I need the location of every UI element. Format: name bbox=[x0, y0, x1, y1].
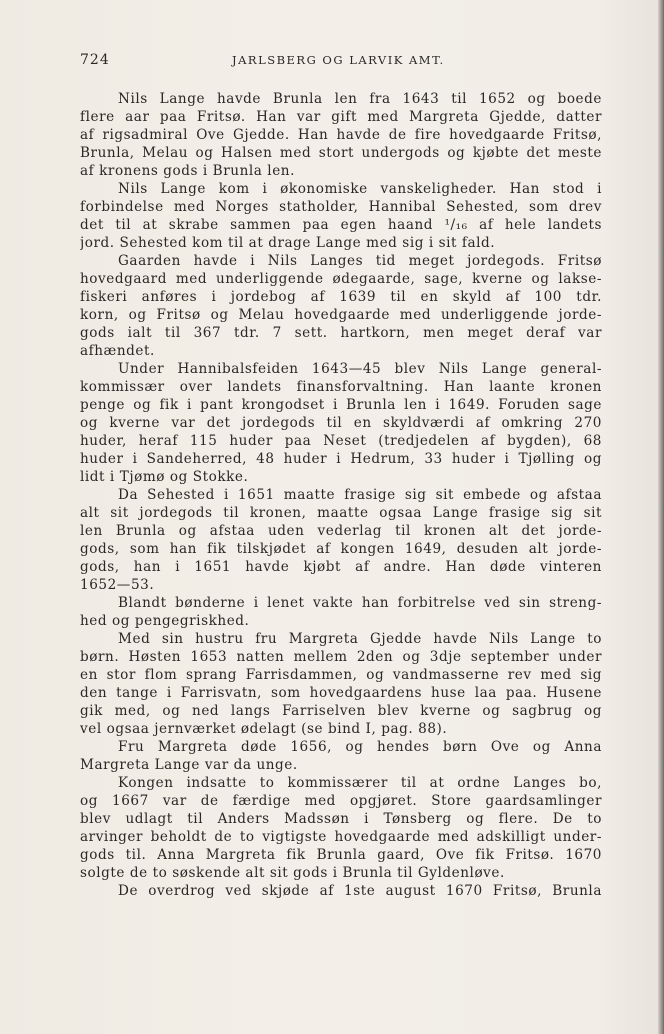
text-line: Under Hannibalsfeiden 1643—45 blev Nils Lange general- bbox=[118, 361, 602, 377]
text-line: fiskeri anføres i jordebog af 1639 til en skyld af 100 tdr. bbox=[80, 289, 602, 305]
text-line: gods til. Anna Margreta fik Brunla gaard, Ove fik Fritsø. 1670 bbox=[80, 847, 602, 863]
text-line: huder i Sandeherred, 48 huder i Hedrum, 33 huder i Tjølling og bbox=[80, 451, 602, 467]
text-line: Brunla, Melau og Halsen med stort undergods og kjøbte det meste bbox=[80, 145, 602, 161]
text-line: De overdrog ved skjøde af 1ste august 1670 Fritsø, Brunla bbox=[118, 883, 602, 899]
text-line: Kongen indsatte to kommissærer til at ordne Langes bo, bbox=[118, 775, 602, 791]
text-line: flere aar paa Fritsø. Han var gift med Margreta Gjedde, datter bbox=[80, 109, 602, 125]
text-line: afhændet. bbox=[80, 343, 155, 359]
text-line: huder, heraf 115 huder paa Neset (tredjedelen af bygden), 68 bbox=[80, 433, 602, 449]
text-line: hovedgaard med underliggende ødegaarde, sage, kverne og lakse- bbox=[80, 271, 602, 287]
text-line: af kronens gods i Brunla len. bbox=[80, 163, 295, 179]
text-line: den tange i Farrisvatn, som hovedgaardens huse laa paa. Husene bbox=[80, 685, 602, 701]
text-line: Margreta Lange var da unge. bbox=[80, 757, 298, 773]
text-line: arvinger beholdt de to vigtigste hovedgaarde med adskilligt under- bbox=[80, 829, 602, 845]
text-line: Nils Lange kom i økonomiske vanskeligheder. Han stod i bbox=[118, 181, 602, 197]
text-line: jord. Sehested kom til at drage Lange med sig i sit fald. bbox=[80, 235, 496, 251]
text-line: gods, som han fik tilskjødet af kongen 1649, desuden alt jorde- bbox=[80, 541, 602, 557]
page-header bbox=[80, 52, 602, 72]
text-line: alt sit jordegods til kronen, maatte ogsaa Lange frasige sig sit bbox=[80, 505, 602, 521]
text-line: Med sin hustru fru Margreta Gjedde havde Nils Lange to bbox=[118, 631, 602, 647]
text-line: solgte de to søskende alt sit gods i Brunla til Gyldenløve. bbox=[80, 865, 505, 881]
page-number: 724 bbox=[80, 52, 110, 68]
text-line: Blandt bønderne i lenet vakte han forbitrelse ved sin streng- bbox=[118, 595, 602, 611]
text-line: gods, han i 1651 havde kjøbt af andre. Han døde vinteren bbox=[80, 559, 602, 575]
text-line: gods ialt til 367 tdr. 7 sett. hartkorn, men meget deraf var bbox=[80, 325, 602, 341]
text-line: af rigsadmiral Ove Gjedde. Han havde de fire hovedgaarde Fritsø, bbox=[80, 127, 602, 143]
text-line: kommissær over landets finansforvaltning. Han laante kronen bbox=[80, 379, 602, 395]
text-line: vel ogsaa jernværket ødelagt (se bind I, pag. 88). bbox=[80, 721, 448, 737]
text-line: det til at skrabe sammen paa egen haand ¹/₁₆ af hele landets bbox=[80, 217, 602, 233]
text-line: korn, og Fritsø og Melau hovedgaarde med underliggende jorde- bbox=[80, 307, 602, 323]
text-line: len Brunla og afstaa uden vederlag til kronen alt det jorde- bbox=[80, 523, 602, 539]
text-line: blev udlagt til Anders Madssøn i Tønsberg og flere. De to bbox=[80, 811, 602, 827]
text-line: og kverne var det jordegods til en skyldværdi af omkring 270 bbox=[80, 415, 602, 431]
text-line: og 1667 var de færdige med opgjøret. Store gaardsamlinger bbox=[80, 793, 602, 809]
text-line: Nils Lange havde Brunla len fra 1643 til 1652 og boede bbox=[118, 91, 602, 107]
text-line: Gaarden havde i Nils Langes tid meget jordegods. Fritsø bbox=[118, 253, 602, 269]
text-line: penge og fik i pant krongodset i Brunla len i 1649. Foruden sage bbox=[80, 397, 602, 413]
body-text bbox=[80, 90, 602, 900]
text-line: lidt i Tjømø og Stokke. bbox=[80, 469, 249, 485]
running-title: JARLSBERG OG LARVIK AMT. bbox=[232, 53, 445, 67]
text-line: forbindelse med Norges statholder, Hannibal Sehested, som drev bbox=[80, 199, 602, 215]
text-line: børn. Høsten 1653 natten mellem 2den og 3dje september under bbox=[80, 649, 602, 665]
text-line: 1652—53. bbox=[80, 577, 155, 593]
text-line: en stor flom sprang Farrisdammen, og vandmasserne rev med sig bbox=[80, 667, 602, 683]
text-line: hed og pengegriskhed. bbox=[80, 613, 250, 629]
text-line: gik med, og ned langs Farriselven blev kverne og sagbrug og bbox=[80, 703, 602, 719]
text-line: Fru Margreta døde 1656, og hendes børn Ove og Anna bbox=[118, 739, 602, 755]
text-line: Da Sehested i 1651 maatte frasige sig sit embede og afstaa bbox=[118, 487, 602, 503]
page-edge-shadow bbox=[658, 0, 664, 1034]
